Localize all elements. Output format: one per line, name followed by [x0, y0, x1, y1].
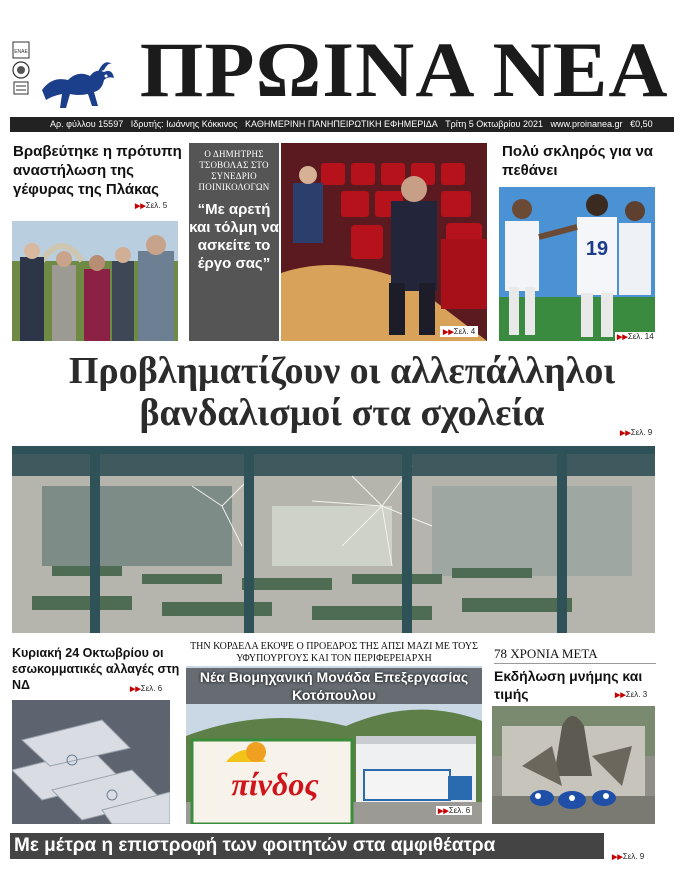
- arrow-icon: ▶▶: [612, 854, 623, 861]
- football-photo: [499, 187, 655, 341]
- bottom-banner-headline[interactable]: Με μέτρα η επιστροφή των φοιτητών στα αμφιθέατρα: [10, 833, 604, 859]
- page-ref: ▶▶Σελ. 5: [135, 201, 168, 210]
- seal-label: ΕΝΑΕ: [14, 49, 28, 55]
- page-ref: ▶▶Σελ. 4: [440, 326, 478, 337]
- factory-headline[interactable]: Νέα Βιομηχανική Μονάδα Επεξεργασίας Κοτόπουλου: [186, 668, 482, 704]
- quote-box: [189, 143, 279, 341]
- ram-logo-icon: [38, 50, 116, 112]
- page-ref: ▶▶Σελ. 3: [615, 690, 648, 699]
- memorial-photo: [492, 706, 655, 824]
- factory-photo: [186, 666, 482, 824]
- arrow-icon: ▶▶: [620, 430, 631, 437]
- arrow-icon: ▶▶: [438, 808, 449, 815]
- issue-date: Τρίτη 5 Οκτωβρίου 2021: [445, 119, 543, 129]
- page-ref: ▶▶Σελ. 6: [130, 684, 163, 693]
- quote-headline[interactable]: “Με αρετή και τόλμη να ασκείτε το έργο σας”: [189, 201, 279, 272]
- arrow-icon: ▶▶: [130, 686, 141, 693]
- masthead: [10, 26, 674, 114]
- price: €0,50: [630, 119, 653, 129]
- conference-photo: [281, 143, 487, 341]
- pindos-logo: πίνδος: [231, 766, 319, 802]
- ballot-envelopes-photo: [12, 700, 170, 824]
- website-link[interactable]: www.proinanea.gr: [550, 119, 623, 129]
- kicker: Ο ΔΗΜΗΤΡΗΣ ΤΣΟΒΟΛΑΣ ΣΤΟ ΣΥΝΕΔΡΙΟ ΠΟΙΝΙΚΟΛΟΓΩΝ: [198, 149, 270, 192]
- masthead-title: ΠΡΩΙΝΑ ΝΕΑ: [139, 26, 669, 113]
- kicker: ΤΗΝ ΚΟΡΔΕΛΑ ΕΚΟΨΕ Ο ΠΡΟΕΔΡΟΣ ΤΗΣ ΑΠΣΙ ΜΑΖΙ ΜΕ ΤΟΥΣ ΥΦΥΠΟΥΡΓΟΥΣ ΚΑΙ ΤΟΝ ΠΕΡΙΦΕΡΕΙΑΡΧΗ: [190, 641, 478, 664]
- vandalized-school-photo: [12, 446, 655, 633]
- page-ref: ▶▶Σελ. 9: [612, 852, 645, 861]
- kicker: 78 ΧΡΟΝΙΑ ΜΕΤΑ: [494, 646, 598, 661]
- founder: Ιδρυτής: Ιωάννης Κόκκινος: [130, 119, 238, 129]
- info-bar: [10, 117, 674, 132]
- arrow-icon: ▶▶: [443, 329, 454, 336]
- page-ref: ▶▶Σελ. 6: [438, 806, 471, 815]
- main-headline[interactable]: Προβληματίζουν οι αλλεπάλληλοι βανδαλισμοί στα σχολεία: [68, 350, 616, 434]
- issue-number: Αρ. φύλλου 15597: [50, 119, 124, 129]
- arrow-icon: ▶▶: [617, 334, 628, 341]
- story-bridge-headline[interactable]: Βραβεύτηκε η πρότυπη αναστήλωση της γέφυρας της Πλάκας: [13, 143, 182, 198]
- page-ref: ▶▶Σελ. 14: [617, 332, 654, 341]
- story-nd-headline[interactable]: Κυριακή 24 Οκτωβρίου οι εσωκομματικές αλλαγές στη ΝΔ: [12, 646, 180, 692]
- divider: [494, 663, 656, 664]
- arrow-icon: ▶▶: [615, 692, 626, 699]
- arrow-icon: ▶▶: [135, 203, 146, 210]
- page-ref: ▶▶Σελ. 9: [620, 428, 653, 437]
- story-memorial-headline[interactable]: Εκδήλωση μνήμης και τιμής: [494, 668, 643, 702]
- story-sport-headline[interactable]: Πολύ σκληρός για να πεθάνει: [502, 143, 654, 179]
- svg-text:19: 19: [585, 238, 609, 260]
- seal-icon: [10, 40, 32, 100]
- tagline: ΚΑΘΗΜΕΡΙΝΗ ΠΑΝΗΠΕΙΡΩΤΙΚΗ ΕΦΗΜΕΡΙΔΑ: [245, 119, 438, 129]
- bridge-award-photo: [12, 221, 178, 341]
